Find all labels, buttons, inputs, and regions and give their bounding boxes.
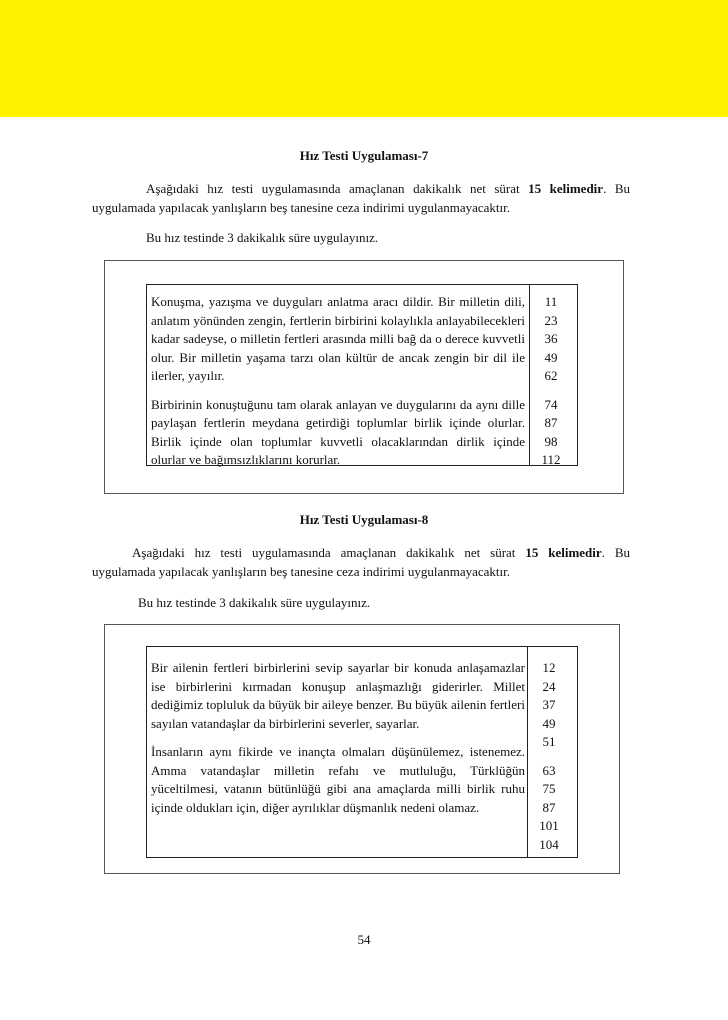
section-8-column-divider	[527, 647, 528, 857]
word-count: 75	[542, 781, 556, 796]
word-count: 87	[542, 799, 556, 815]
section-8-title: Hız Testi Uygulaması-8	[299, 512, 429, 527]
section-7-reading-box	[146, 284, 578, 466]
section-8-paragraph-1: Bir ailenin fertleri birbirlerini sevip sayarlar bir konuda anlaşamazlar ise birbirlerini kırmadan konuşup anlaşmazlığı giderirler. Millet dediğimiz topluluk da büyük bir aileye benzer. Bu büyük ailenin fertleri sayılan vatandaşlar da birbirlerini severler, sayarlar.	[151, 660, 525, 731]
word-count: 87	[544, 415, 558, 430]
section-7-column-divider	[529, 285, 530, 465]
section-8-reading-box	[146, 646, 578, 858]
section-8-word-counts	[529, 659, 569, 854]
section-7-paragraph-1: Konuşma, yazışma ve duyguları anlatma aracı dildir. Bir milletin dili, anlatım yönünden zengin, fertlerin birbirini kolaylıkla anlayabilecekleri kadar sadeyse, o milletin fertleri arasında milli bağ da o derece kuvvetli olur. Bir milletin yaşama tarzı olan kültür de ancak zengin bir dil ile ilerler, yayılır.	[151, 294, 525, 383]
word-count: 12	[542, 660, 556, 675]
word-count: 24	[542, 678, 556, 694]
word-count: 104	[539, 836, 559, 852]
word-count: 49	[544, 349, 558, 365]
section-7-paragraph-2: Birbirinin konuştuğunu tam olarak anlayan ve duygularını da aynı dille paylaşan fertlerin meydana getirdiği toplumlar birlik içinde olurlar. Birlik içinde olan toplumlar kuvvetli olacaklarından dirlik içinde olurlar ve bağımsızlıklarını korurlar.	[151, 396, 525, 467]
section-7-duration-note: Bu hız testinde 3 dakikalık süre uygulayınız.	[146, 230, 379, 245]
word-count: 63	[542, 762, 556, 778]
word-count: 23	[544, 312, 558, 328]
section-7-word-counts	[531, 293, 571, 470]
word-count: 11	[544, 294, 558, 309]
section-8-paragraph-2: İnsanların aynı fikirde ve inançta olmaları düşünülemez, istenemez. Amma vatandaşlar milletin refahı ve mutluluğu, Türklüğün yüceltilmesi, vatanın bütünlüğü gibi ana amaçlarda milli birlik ruhu içinde oldukları için, diğer ayrılıklar düşmanlık nedeni olamaz.	[151, 744, 525, 815]
word-count: 98	[544, 433, 558, 449]
section-8-text-column	[151, 659, 525, 817]
section-7-title: Hız Testi Uygulaması-7	[299, 148, 429, 163]
word-count: 49	[542, 715, 556, 731]
yellow-header-banner	[0, 0, 728, 117]
section-8-duration-note: Bu hız testinde 3 dakikalık süre uygulayınız.	[138, 595, 371, 610]
section-7-intro: Aşağıdaki hız testi uygulamasında amaçlanan dakikalık net sürat 15 kelimedir. Bu uygulamada yapılacak yanlışların beş tanesine ceza indirimi uygulanmayacaktır.	[92, 181, 631, 215]
word-count: 101	[539, 818, 559, 833]
word-count: 112	[541, 452, 561, 467]
word-count: 51	[542, 734, 556, 749]
page-number: 54	[357, 932, 371, 947]
section-8-intro: Aşağıdaki hız testi uygulamasında amaçlanan dakikalık net sürat 15 kelimedir. Bu uygulamada yapılacak yanlışların beş tanesine ceza indirimi uygulanmayacaktır.	[92, 545, 630, 579]
word-count: 37	[542, 697, 556, 712]
word-count: 74	[544, 396, 558, 412]
word-count: 62	[544, 368, 558, 383]
section-7-text-column	[151, 293, 525, 470]
word-count: 36	[544, 331, 558, 346]
